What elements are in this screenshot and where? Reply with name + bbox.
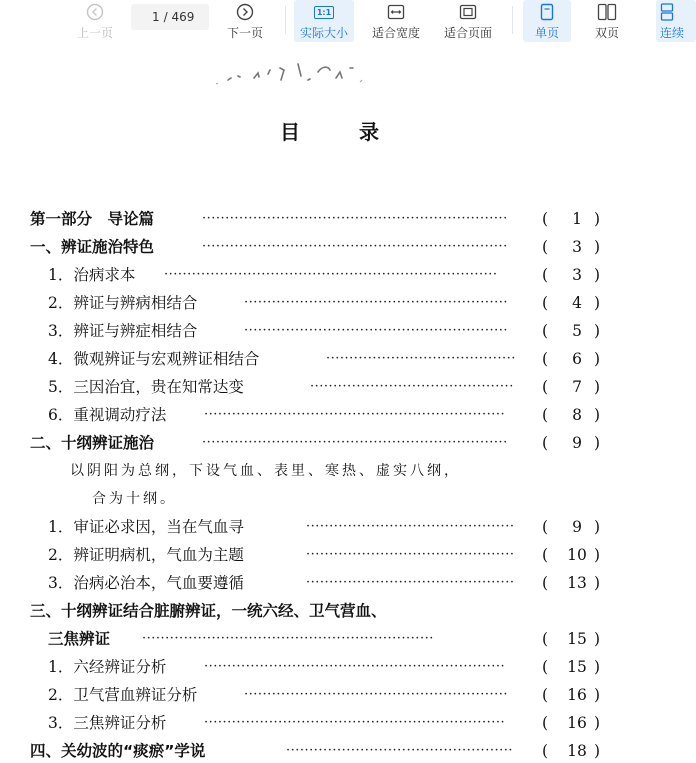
actual-size-icon: 1:1 (314, 2, 334, 22)
toc-leader-dots: ················································· (286, 743, 513, 758)
fit-width-label: 适合宽度 (371, 26, 420, 40)
actual-size-label: 实际大小 (299, 26, 348, 40)
toc-entry[interactable]: 2．辨证与辨病相结合 ························································· ( 4 ) (0, 291, 677, 315)
toc-entry-title: 2．卫气营血辨证分析 (48, 686, 198, 704)
next-page-button[interactable] (220, 0, 270, 42)
toc-heading (0, 599, 677, 623)
continuous-button[interactable] (656, 0, 696, 42)
toc-entry-title: 4．微观辨证与宏观辨证相结合 (48, 350, 260, 368)
fit-width-button[interactable] (366, 0, 426, 42)
toc-leader-dots: ································································· (204, 715, 506, 730)
toc-entry-title: 5．三因治宜，贵在知常达变 (48, 378, 244, 396)
toc-leader-dots: ·································································· (202, 435, 508, 450)
toc-entry-title: 一、辨证施治特色 (30, 238, 155, 256)
prev-page-label: 上一页 (76, 26, 113, 40)
toc-entry[interactable]: 3．辨证与辨症相结合 ························································· ( 5 ) (0, 319, 677, 343)
continuous-label: 连续 (660, 26, 685, 40)
toc-note-line: 合为十纲。 (92, 491, 177, 507)
toc-entry-title: 1．审证必求因，当在气血寻 (48, 518, 244, 536)
toc-entry[interactable]: 3．治病必治本，气血要遵循 ············································· ( 13 ) (0, 571, 677, 595)
single-page-button[interactable] (523, 0, 571, 42)
toc-leader-dots: ······························································· (142, 631, 434, 646)
toolbar-divider (285, 6, 286, 34)
toc-entry[interactable]: 第一部分 导论篇 ·································································· ( 1 ) (0, 207, 677, 231)
toc-entry[interactable]: 2．辨证明病机，气血为主题 ············································· ( 10 ) (0, 543, 677, 567)
double-page-label: 双页 (594, 26, 619, 40)
continuous-icon (660, 2, 674, 22)
toc-entry-title: 三焦辨证 (48, 630, 111, 648)
toc-entry[interactable]: 三焦辨证 ······························································· ( 15 ) (0, 627, 677, 651)
chevron-left-icon (86, 2, 104, 22)
page-indicator (131, 4, 209, 30)
fit-page-label: 适合页面 (443, 26, 492, 40)
toc-leader-dots: ············································ (310, 379, 514, 394)
viewer-toolbar (0, 0, 685, 44)
prev-page-button[interactable] (70, 0, 120, 42)
toc-entry[interactable]: 1．治病求本 ········································································ ( 3 ) (0, 263, 677, 287)
actual-size-button[interactable] (294, 0, 354, 42)
toc-entry[interactable]: 6．重视调动疗法 ································································· ( 8 ) (0, 403, 677, 427)
toc-entry-title: 6．重视调动疗法 (48, 406, 167, 424)
toc-entry-title: 3．治病必治本，气血要遵循 (48, 574, 244, 592)
toc-leader-dots: ·································································· (202, 211, 508, 226)
toc-leader-dots: ································································· (204, 659, 506, 674)
toc-entry[interactable]: 1．审证必求因，当在气血寻 ············································· ( 9 ) (0, 515, 677, 539)
toc-entry[interactable]: 1．六经辨证分析 ································································· ( 15 ) (0, 655, 677, 679)
toc-leader-dots: ·································································· (202, 239, 508, 254)
toc-leader-dots: ········································· (326, 351, 516, 366)
toc-entry-title: 3．三焦辨证分析 (48, 714, 167, 732)
toc-entry-title: 3．辨证与辨症相结合 (48, 322, 198, 340)
double-page-button[interactable] (583, 0, 631, 42)
toc-title (0, 116, 677, 146)
toc-entry[interactable]: 四、关幼波的“痰瘀”学说 ················································· ( 18 ) (0, 739, 677, 763)
fit-page-button[interactable] (438, 0, 498, 42)
toc-heading-text: 三、十纲辨证结合脏腑辨证，一统六经、卫气营血、 (30, 602, 387, 620)
toc-entry-title: 2．辨证明病机，气血为主题 (48, 546, 244, 564)
page-number-input[interactable] (146, 10, 160, 24)
toc-entry[interactable]: 2．卫气营血辨证分析 ························································· ( 16 ) (0, 683, 677, 707)
toc-leader-dots: ············································· (306, 519, 515, 534)
next-page-label: 下一页 (226, 26, 263, 40)
toc-entry[interactable]: 3．三焦辨证分析 ································································· ( 16 ) (0, 711, 677, 735)
toc-title-char: 目 (280, 120, 300, 144)
fit-width-icon (387, 2, 405, 22)
toc-title-char: 录 (359, 120, 379, 144)
toc-entry-title: 二、十纲辨证施治 (30, 434, 155, 452)
double-page-icon (597, 2, 617, 22)
toc-leader-dots: ············································· (306, 547, 515, 562)
page-total: / 469 (163, 10, 195, 24)
toc-entry-title: 1．六经辨证分析 (48, 658, 167, 676)
scan-mark-graphic (210, 58, 370, 88)
toc-entry[interactable]: 二、十纲辨证施治 ·································································· ( 9 ) (0, 431, 677, 455)
toc-entry-title: 1．治病求本 (48, 266, 136, 284)
toolbar-divider (512, 6, 513, 34)
toc-entry-title: 四、关幼波的“痰瘀”学说 (30, 742, 206, 760)
single-page-label: 单页 (534, 26, 559, 40)
chevron-right-icon (236, 2, 254, 22)
toc-entry[interactable]: 一、辨证施治特色 ·································································· ( 3 ) (0, 235, 677, 259)
toc-leader-dots: ························································· (244, 295, 509, 310)
toc-leader-dots: ································································· (204, 407, 506, 422)
toc-entry-title: 2．辨证与辨病相结合 (48, 294, 198, 312)
toc-entry[interactable]: 5．三因治宜，贵在知常达变 ············································ ( 7 ) (0, 375, 677, 399)
document-page (0, 44, 677, 760)
toc-leader-dots: ························································· (244, 687, 509, 702)
toc-entry[interactable]: 4．微观辨证与宏观辨证相结合 ········································· ( 6 ) (0, 347, 677, 371)
toc-leader-dots: ············································· (306, 575, 515, 590)
fit-page-icon (459, 2, 477, 22)
toc-leader-dots: ························································· (244, 323, 509, 338)
single-page-icon (540, 2, 554, 22)
toc-note-line: 以阴阳为总纲，下设气血、表里、寒热、虚实八纲， (70, 463, 461, 479)
toc-leader-dots: ········································································ (164, 267, 498, 282)
toc-entry-title: 第一部分 导论篇 (30, 210, 155, 228)
